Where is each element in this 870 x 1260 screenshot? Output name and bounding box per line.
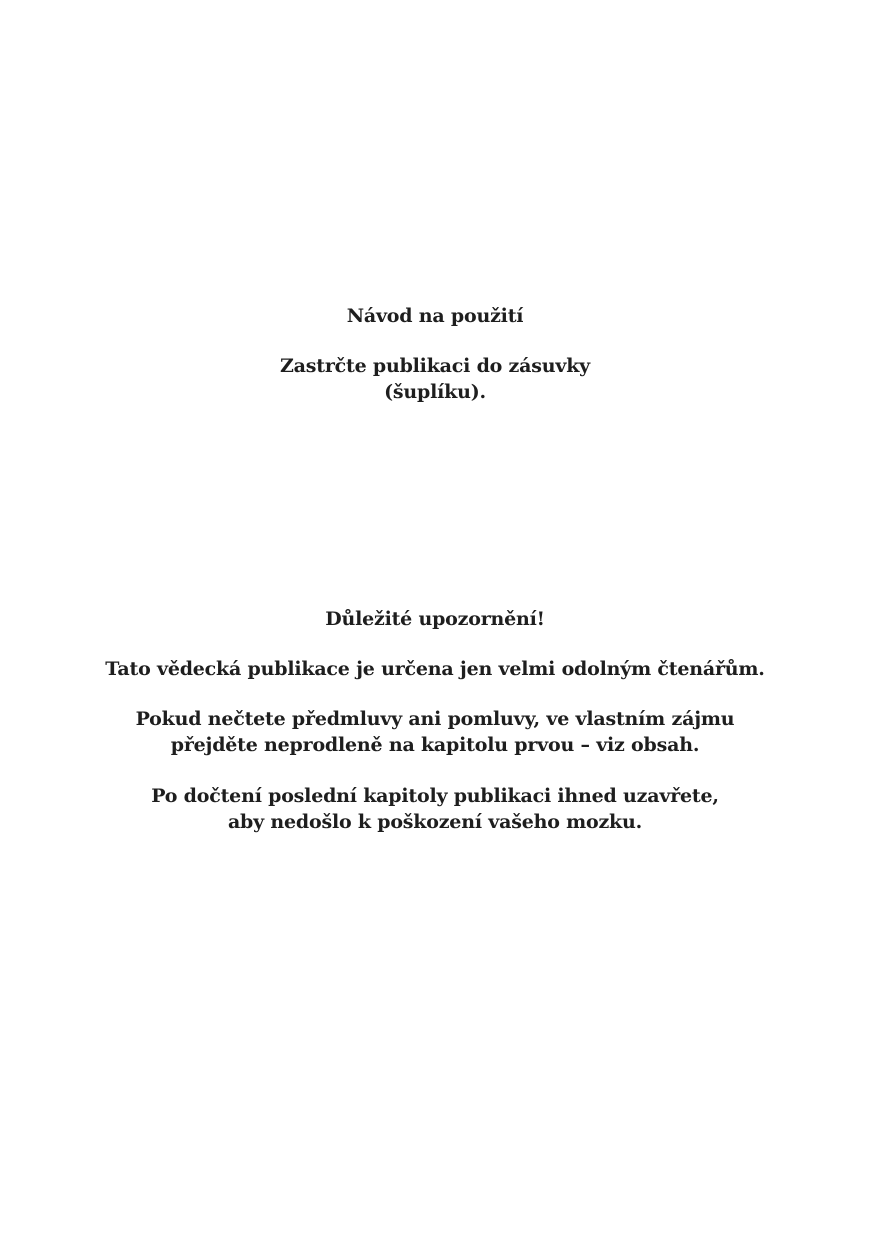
notice-audience: Tato vědecká publikace je určena jen velmi odolným čtenářům. (105, 658, 765, 680)
notice-heading: Důležité upozornění! (325, 608, 545, 630)
notice-warning-line-1: Po dočtení poslední kapitoly publikaci ihned uzavřete, (151, 785, 719, 807)
notice-warning-line-2: aby nedošlo k poškození vašeho mozku. (227, 811, 643, 833)
instructions-line-1: Zastrčte publikaci do zásuvky (279, 355, 591, 377)
instructions-line-2: (šuplíku). (384, 381, 486, 403)
instructions-title: Návod na použití (346, 305, 524, 327)
notice-advice-line-1: Pokud nečtete předmluvy ani pomluvy, ve vlastním zájmu (135, 708, 735, 730)
notice-advice-line-2: přejděte neprodleně na kapitolu prvou – viz obsah. (170, 734, 700, 756)
